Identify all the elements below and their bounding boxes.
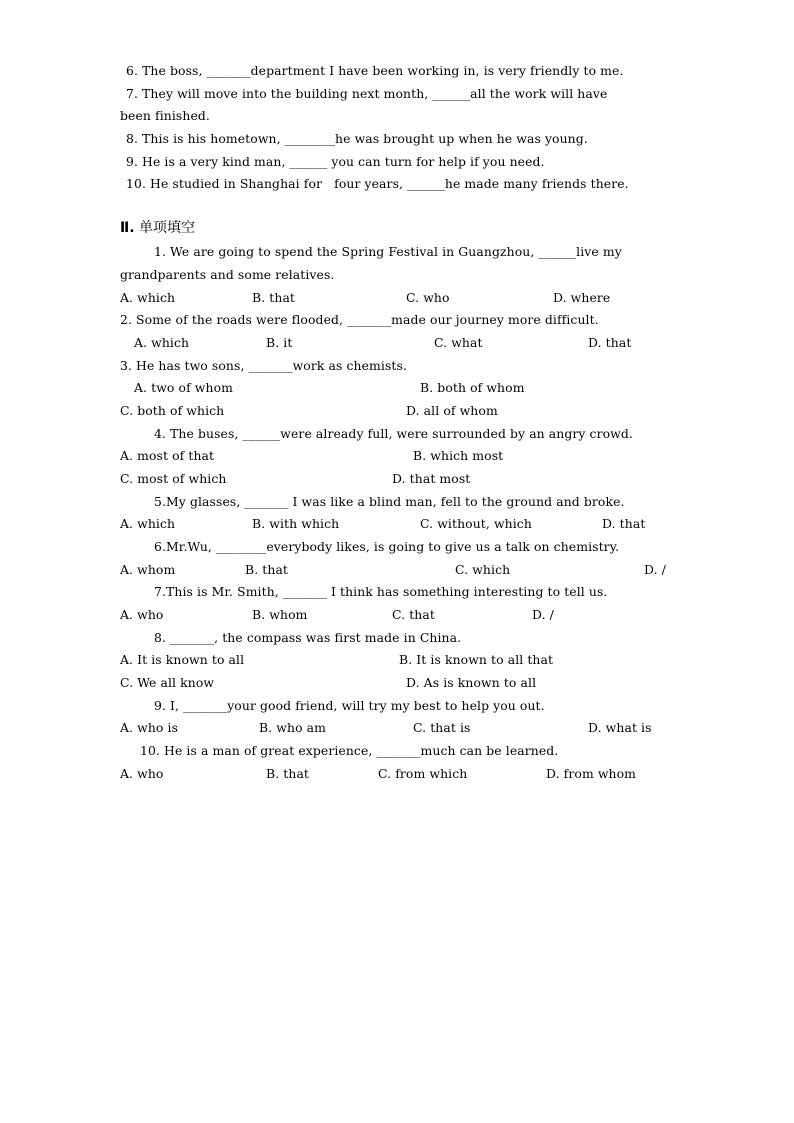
option-9b: B. who am (259, 720, 327, 735)
question-7-line-1: 7. They will move into the building next month, ______all the work will have (126, 86, 608, 101)
option-3a: A. two of whom (134, 380, 233, 395)
option-10d: D. from whom (546, 766, 637, 781)
option-10a: A. who (120, 766, 164, 781)
mc-question-1-line-2: grandparents and some relatives. (120, 267, 335, 282)
mc-question-1-line-1: 1. We are going to spend the Spring Festival in Guangzhou, ______live my (154, 244, 622, 259)
option-8d: D. As is known to all (406, 675, 537, 690)
option-5d: D. that (602, 516, 646, 531)
option-10c: C. from which (378, 766, 468, 781)
option-8b: B. It is known to all that (399, 652, 554, 667)
mc-question-8: 8. _______, the compass was first made in China. (154, 630, 462, 645)
option-5a: A. which (120, 516, 176, 531)
mc-question-7: 7.This is Mr. Smith, _______ I think has something interesting to tell us. (154, 584, 608, 599)
mc-question-3: 3. He has two sons, _______work as chemists. (120, 358, 408, 373)
mc-question-2: 2. Some of the roads were flooded, _______made our journey more difficult. (120, 312, 599, 327)
option-5b: B. with which (252, 516, 340, 531)
option-2a: A. which (134, 335, 190, 350)
option-4b: B. which most (413, 448, 504, 463)
mc-question-10: 10. He is a man of great experience, _______much can be learned. (140, 743, 559, 758)
option-1b: B. that (252, 290, 296, 305)
option-1c: C. who (406, 290, 450, 305)
option-6a: A. whom (120, 562, 176, 577)
option-5c: C. without, which (420, 516, 532, 531)
mc-question-5: 5.My glasses, _______ I was like a blind man, fell to the ground and broke. (154, 494, 625, 509)
option-3b: B. both of whom (420, 380, 525, 395)
option-9d: D. what is (588, 720, 652, 735)
question-6: 6. The boss, _______department I have been working in, is very friendly to me. (126, 63, 624, 78)
option-2d: D. that (588, 335, 632, 350)
option-7d: D. / (532, 607, 554, 622)
option-7c: C. that (392, 607, 435, 622)
question-9: 9. He is a very kind man, ______ you can turn for help if you need. (126, 154, 545, 169)
section-heading (120, 219, 195, 237)
section-numeral: Ⅱ. (120, 220, 135, 236)
option-10b: B. that (266, 766, 310, 781)
option-2b: B. it (266, 335, 293, 350)
mc-question-9: 9. I, _______your good friend, will try my best to help you out. (154, 698, 545, 713)
option-1d: D. where (553, 290, 611, 305)
question-10: 10. He studied in Shanghai for four years, ______he made many friends there. (126, 176, 629, 191)
option-8a: A. It is known to all (120, 652, 245, 667)
option-9a: A. who is (120, 720, 179, 735)
option-3d: D. all of whom (406, 403, 498, 418)
option-2c: C. what (434, 335, 483, 350)
option-7b: B. whom (252, 607, 308, 622)
option-4c: C. most of which (120, 471, 227, 486)
option-6c: C. which (455, 562, 511, 577)
mc-question-4: 4. The buses, ______were already full, were surrounded by an angry crowd. (154, 426, 633, 441)
mc-question-6: 6.Mr.Wu, ________everybody likes, is going to give us a talk on chemistry. (154, 539, 620, 554)
option-6b: B. that (245, 562, 289, 577)
option-4a: A. most of that (120, 448, 215, 463)
option-9c: C. that is (413, 720, 471, 735)
question-8: 8. This is his hometown, ________he was brought up when he was young. (126, 131, 588, 146)
option-3c: C. both of which (120, 403, 225, 418)
option-7a: A. who (120, 607, 164, 622)
option-6d: D. / (644, 562, 666, 577)
question-7-line-2: been finished. (120, 108, 210, 123)
section-title: 单项填空 (139, 220, 195, 236)
option-1a: A. which (120, 290, 176, 305)
option-8c: C. We all know (120, 675, 215, 690)
option-4d: D. that most (392, 471, 471, 486)
